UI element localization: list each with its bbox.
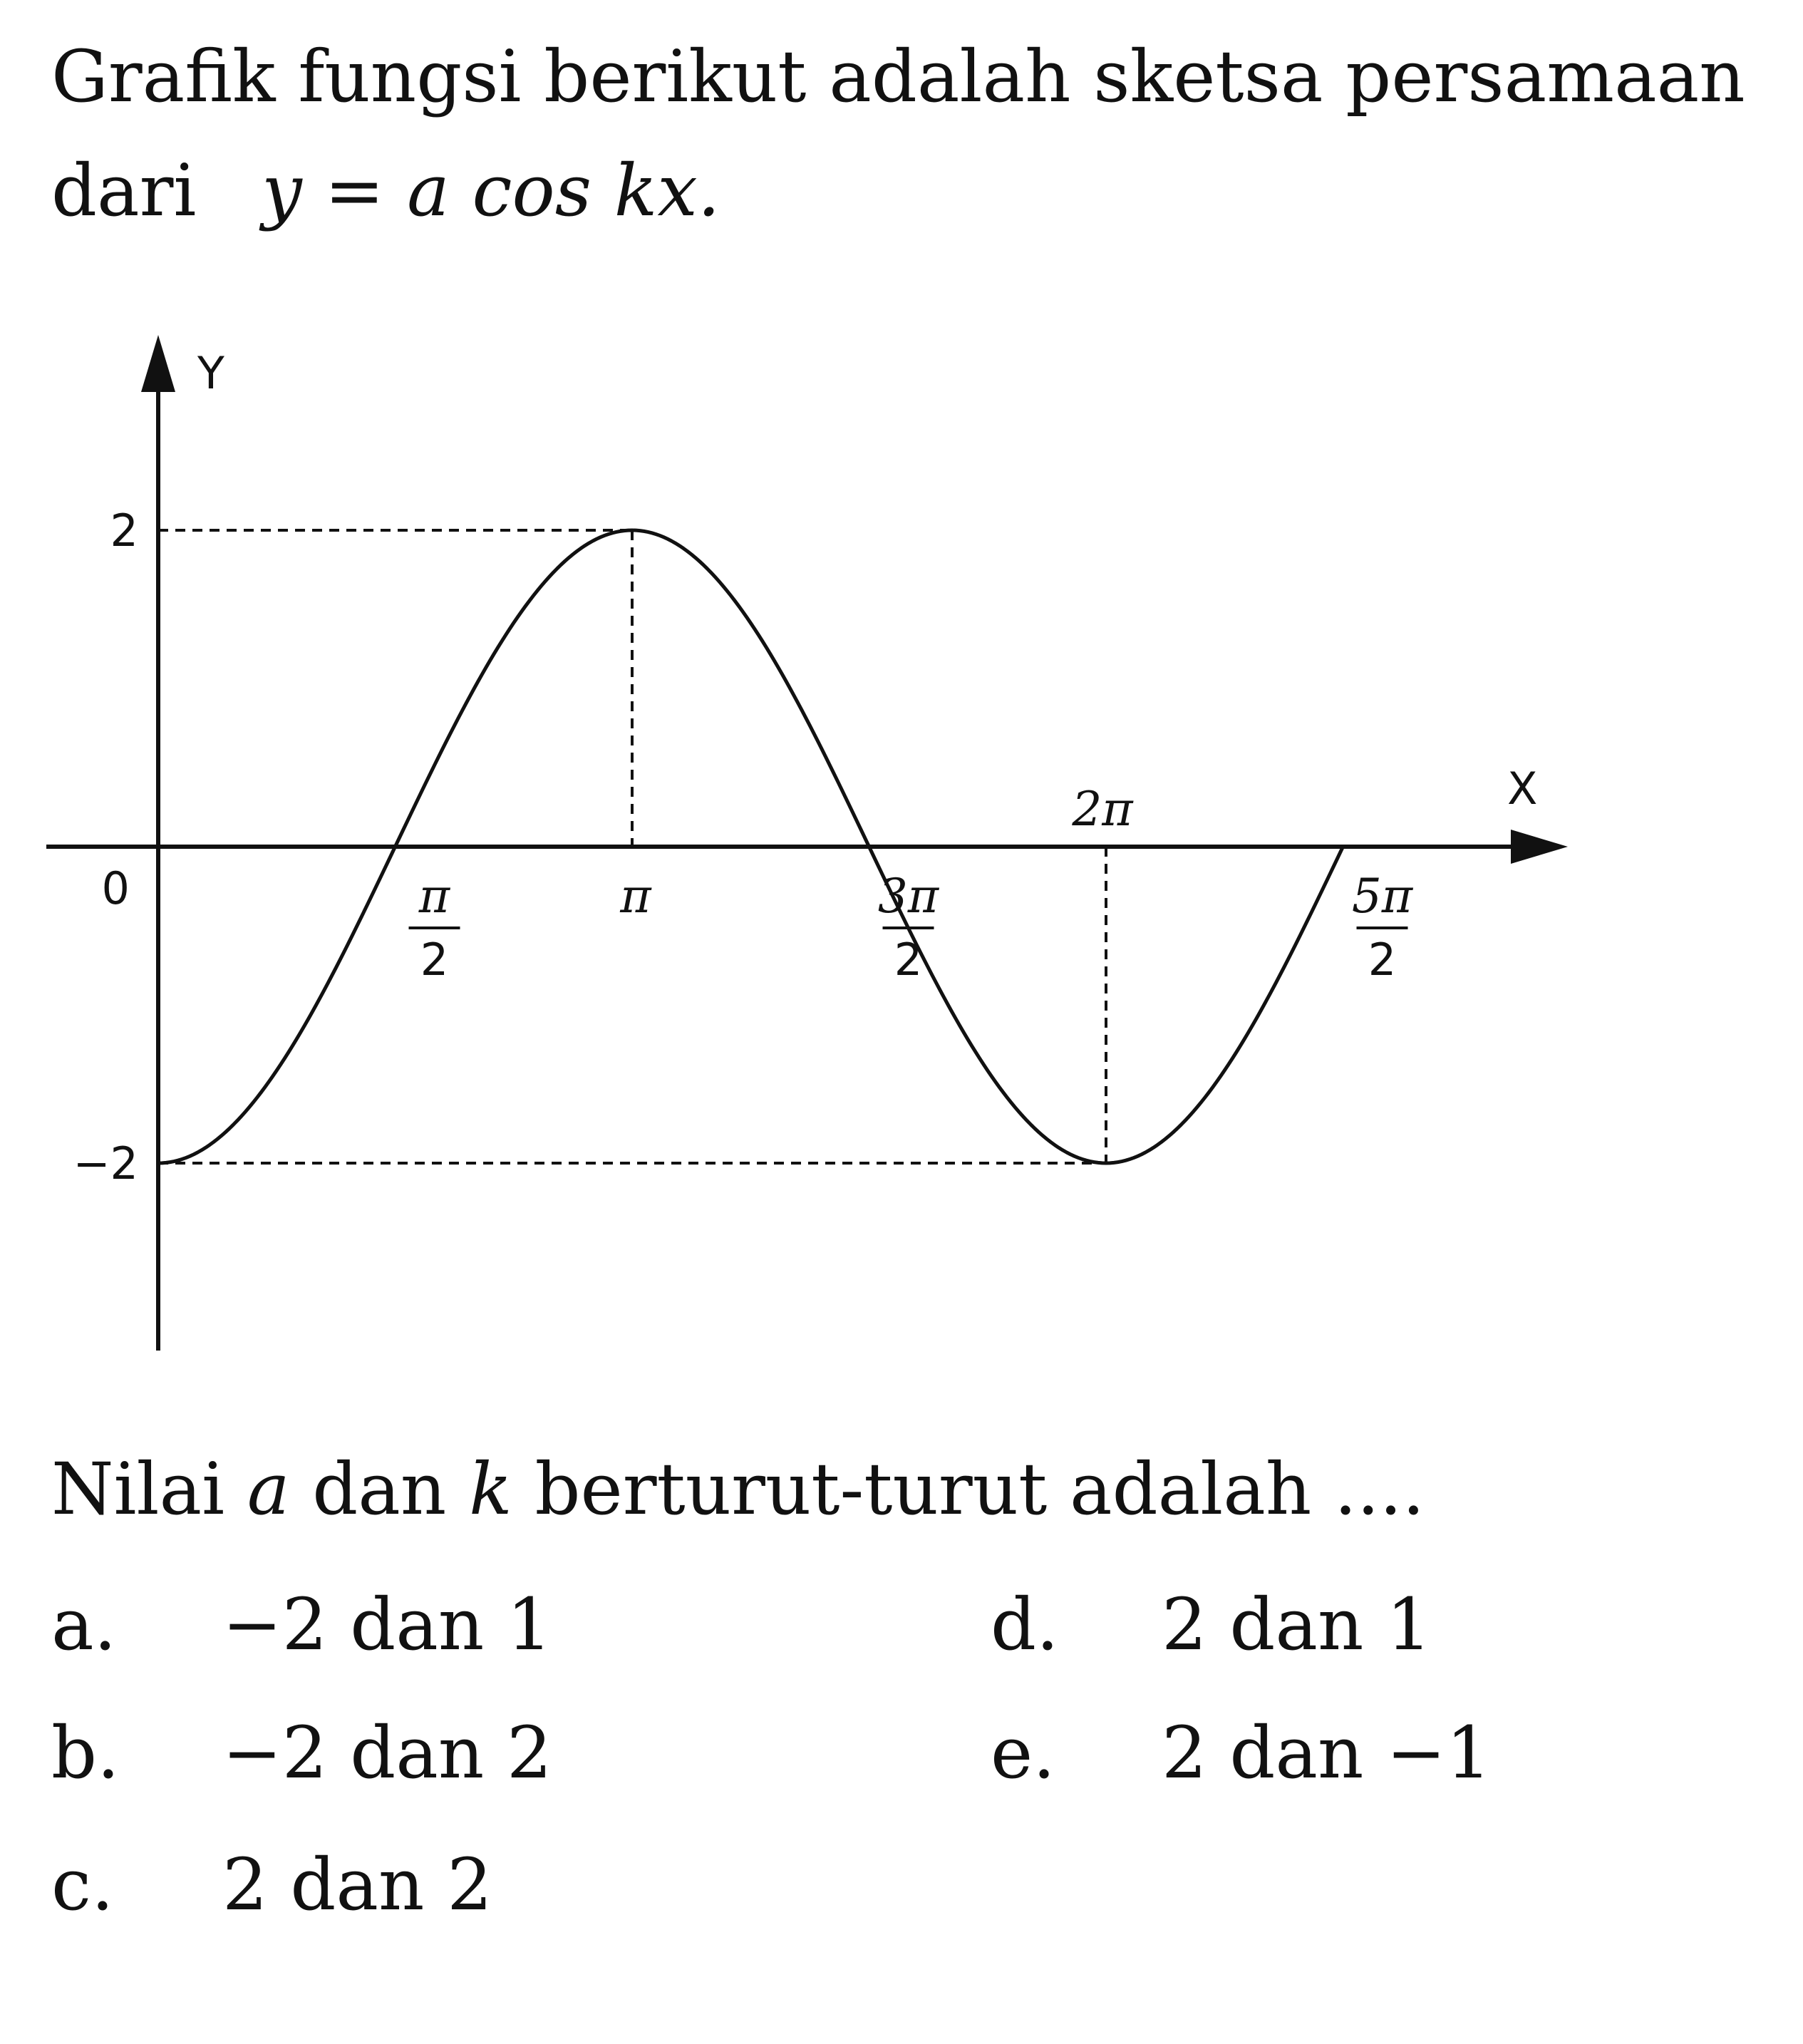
option-b[interactable] (51, 1711, 552, 1795)
cosine-graph (0, 299, 1639, 1411)
ask-text-1: Nilai (51, 1447, 247, 1531)
ask-var-k: k (469, 1447, 512, 1531)
x-tick-denominator-2: 2 (894, 934, 923, 986)
question-line-2 (51, 149, 720, 232)
option-letter: e. (991, 1711, 1055, 1795)
option-text: −2 dan 1 (222, 1583, 552, 1666)
option-c[interactable] (51, 1843, 492, 1926)
x-axis-label: X (1507, 763, 1538, 815)
question-prefix: dari (51, 149, 197, 232)
y-axis-arrow-icon (141, 335, 175, 392)
x-tick-numerator-0: π (418, 869, 450, 924)
x-tick-numerator-2: 3π (877, 869, 939, 924)
option-text: 2 dan 2 (222, 1843, 492, 1926)
question-ask (51, 1447, 1425, 1531)
x-tick-label-3: 2π (1072, 782, 1133, 837)
y-tick-label-1: −2 (73, 1137, 138, 1189)
origin-label: 0 (101, 862, 130, 914)
x-tick-label-1: π (620, 869, 651, 924)
option-a[interactable] (51, 1583, 552, 1666)
equation: y = a cos kx. (262, 149, 720, 232)
x-axis-arrow-icon (1511, 830, 1568, 864)
option-text: 2 dan −1 (1162, 1711, 1492, 1795)
option-d[interactable] (991, 1583, 1432, 1666)
option-text: 2 dan 1 (1162, 1583, 1432, 1666)
y-tick-label-0: 2 (110, 505, 138, 557)
option-text: −2 dan 2 (222, 1711, 552, 1795)
question-line-1: Grafik fungsi berikut adalah sketsa persamaan (51, 35, 1745, 118)
option-letter: b. (51, 1711, 120, 1795)
ask-text-2: dan (289, 1447, 470, 1531)
y-axis-label: Y (197, 347, 224, 399)
option-e[interactable] (991, 1711, 1492, 1795)
ask-text-3: berturut-turut adalah .... (512, 1447, 1425, 1531)
ask-var-a: a (247, 1447, 290, 1531)
option-letter: c. (51, 1843, 114, 1926)
option-letter: d. (991, 1583, 1059, 1666)
option-letter: a. (51, 1583, 117, 1666)
x-tick-denominator-0: 2 (420, 934, 449, 986)
x-tick-denominator-4: 2 (1368, 934, 1397, 986)
x-tick-numerator-4: 5π (1351, 869, 1413, 924)
